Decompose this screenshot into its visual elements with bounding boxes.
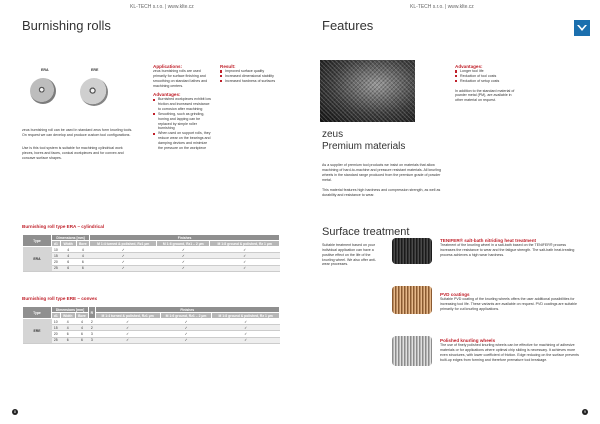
cell: 6 [60,259,76,265]
check-cell: ✓ [90,265,157,271]
cell: 4 [75,319,88,325]
col-header: M 1:6 ground, Rz1 – 2 µm [157,241,210,247]
materials-text-2: This material features high hardness and compression strength, as well as durability and resistance to wear. [322,188,441,197]
check-cell: ✓ [95,337,160,343]
ere-roll-image [80,78,108,106]
intro-text: zeus burnishing roll can be used in standard zeus form knurling tools. On request we can develop and produce custom tool configurations. [22,128,133,137]
list-item: Increased hardness of surfaces [220,79,280,84]
result-list [220,69,280,84]
cell: 10 [52,319,61,325]
cell: 4 [60,319,75,325]
list-item: Longer tool life [455,69,515,74]
cell: 6 [75,331,88,337]
applications-block [153,64,213,151]
cell: 15 [52,253,61,259]
cell: 6 [76,265,90,271]
applications-text: zeus burnishing rolls are used primarily for surface finishing and smoothing on standard lathes and machining centers. [153,69,208,88]
materials-heading-2: Premium materials [322,141,406,152]
check-cell: ✓ [212,331,280,337]
page-number: 8 [12,409,18,415]
cell: 4 [76,253,90,259]
check-cell: ✓ [157,259,210,265]
list-item: Reduction of tool costs [455,74,515,79]
cell: 10 [52,247,61,253]
page-number: 9 [582,409,588,415]
cell: 4 [60,253,76,259]
finish-header: Finishes [90,235,280,241]
col-header: Bore [76,241,90,247]
cell: 3 [89,331,95,337]
pvd-text: Suitable PVD coating of the knurling wheels offers the user additional possibilities for increasing tool life. These variants are available on request. PVD coatings are suitable primarily for cut knurling applications. [440,297,577,311]
advantages-block [455,64,515,103]
polished-text: The use of finely polished knurling wheels can be effective for machining of adhesive materials or for applications where optimal chip sliding is necessary. It achieves more even structures, with lower coefficient of friction. Edge reducing on the surface prevents built-up edges from forming and therefore premature tool breakage. [440,343,579,362]
page-header: KL-TECH s.r.o. | www.klte.cz [410,4,474,10]
check-cell: ✓ [212,319,280,325]
cell: 4 [75,325,88,331]
surface-heading: Surface treatment [322,226,410,238]
polished-heading: Polished knurling wheels [440,338,496,343]
cell: 4 [60,247,76,253]
list-item: Smoothing, such as grinding, honing and lapping can be replaced by simple roller burnishing [153,112,213,131]
tenifer-text: Treatment of the knurling wheel in a salt-bath based on the TENIFER® process increases the resistance to wear and the fatigue strength. The salt-bath heat-treating process achieves a high wear hardness. [440,243,575,257]
cell: 4 [76,247,90,253]
tenifer-heading: TENIFER® salt-bath nitriding heat treatment [440,238,537,243]
cell: 20 [52,331,61,337]
check-cell: ✓ [90,259,157,265]
list-item: Increased dimensional stability [220,74,280,79]
table-row [23,265,280,271]
right-page [300,0,600,424]
cell: 6 [76,259,90,265]
col-header: M 1:6 ground, Rz1 – 2 µm [160,313,212,319]
dims-header: Dimensions [mm] [52,235,90,241]
table2-title: Burnishing roll type ERE – convex [22,296,98,301]
col-header: R [89,307,95,319]
tenifer-wheel-image [392,238,432,264]
check-cell: ✓ [95,331,160,337]
type-cell: ERE [23,319,52,344]
check-cell: ✓ [160,337,212,343]
check-cell: ✓ [160,319,212,325]
cell: 6 [60,337,75,343]
table2 [22,306,280,344]
cell: 2 [89,325,95,331]
cell: 6 [60,331,75,337]
pvd-heading: PVD coatings [440,292,470,297]
knurling-wheel-image [320,60,415,122]
surface-intro: Suitable treatment based on your individual application can have a positive effect on the life of the knurling wheel. We also offer anti-wear processes. [322,243,377,267]
type-header: Type [23,235,52,247]
cell: 15 [52,325,61,331]
cell: 6 [75,337,88,343]
advantages-list [455,69,515,84]
col-header: M 1:8 ground & polished, Rz 1 µm [212,313,280,319]
cell: 6 [60,265,76,271]
col-header: Width [60,241,76,247]
cell: 25 [52,337,61,343]
check-cell: ✓ [212,325,280,331]
cell: 3 [89,337,95,343]
dims-header: Dimensions [mm] [52,307,89,313]
table1 [22,234,280,272]
polished-wheel-image [392,336,432,366]
check-cell: ✓ [160,331,212,337]
check-cell: ✓ [95,319,160,325]
col-header: M 1:8 ground & polished, Rz 1 µm [210,241,280,247]
cell: 25 [52,265,61,271]
zeus-logo-icon [574,20,590,36]
check-cell: ✓ [157,247,210,253]
cell: 20 [52,259,61,265]
col-header: Width [60,313,75,319]
type-header: Type [23,307,52,319]
pvd-block [440,292,580,312]
result-heading: Result: [220,64,236,69]
era-label: ERA [41,68,49,72]
page-header: KL-TECH s.r.o. | www.klte.cz [130,4,194,10]
intro-text-2: Use is this tool system is suitable for machining cylindrical work pieces, bores and faces, conical workpieces and for convex and concave surface shapes. [22,146,124,160]
tenifer-block [440,238,580,258]
page-title: Burnishing rolls [22,18,111,33]
advantages-list [153,97,213,150]
finish-header: Finishes [95,307,280,313]
era-roll-image [30,78,56,104]
table1-title: Burnishing roll type ERA – cylindrical [22,224,105,229]
list-item: When used on support rolls, they reduce wear on the bearings and damping devices and minimize the pressure on the workpiece [153,131,213,150]
check-cell: ✓ [90,253,157,259]
list-item: Improved surface quality [220,69,280,74]
table-row [23,337,280,343]
col-header: M 1:4 turned & polished, Rz1 µm [90,241,157,247]
col-header: Bore [75,313,88,319]
check-cell: ✓ [212,337,280,343]
result-block [220,64,280,84]
col-header: d1 [52,241,61,247]
pvd-wheel-image [392,286,432,314]
check-cell: ✓ [210,247,280,253]
materials-heading-1: zeus [322,129,344,140]
advantages-heading: Advantages: [455,64,483,69]
col-header: d1 [52,313,61,319]
materials-text: As a supplier of premium tool products we insist on materials that allow machining of hard-to-machine and pressure resistant materials. All knurling wheels in the standard range produced from the premium grade of powder metal. [322,163,442,182]
type-cell: ERA [23,247,52,272]
polished-block [440,338,580,362]
page-title: Features [322,18,374,33]
advantages-heading: Advantages: [153,92,181,98]
check-cell: ✓ [157,265,210,271]
check-cell: ✓ [157,253,210,259]
applications-heading: Applications: [153,64,183,69]
ere-label: ERE [91,68,99,72]
advantages-text: In addition to the standard material of powder metal (PM), are available in other material on request. [455,88,515,103]
list-item: Reduction of setup costs [455,79,515,84]
check-cell: ✓ [210,253,280,259]
check-cell: ✓ [210,259,280,265]
check-cell: ✓ [210,265,280,271]
check-cell: ✓ [90,247,157,253]
cell: 2 [89,319,95,325]
check-cell: ✓ [160,325,212,331]
col-header: M 1:4 turned & polished, Rz1 µm [95,313,160,319]
cell: 4 [60,325,75,331]
check-cell: ✓ [95,325,160,331]
list-item: Burnished workpieces exhibit low friction and increased resistance to corrosion after machining [153,97,213,112]
